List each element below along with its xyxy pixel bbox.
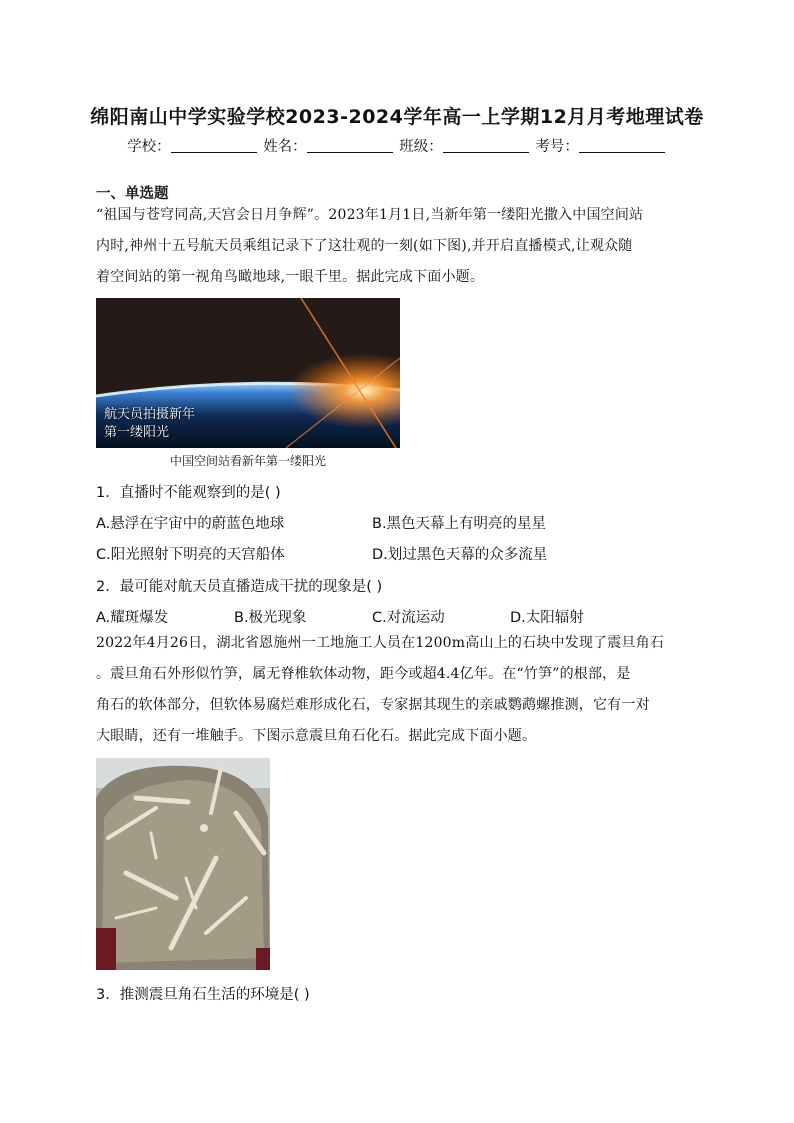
name-label: 姓名： [263, 139, 307, 155]
q1-option-d[interactable]: D.划过黑色天幕的众多流星 [372, 547, 548, 563]
exam-number-field[interactable] [579, 136, 665, 153]
school-label: 学校： [127, 139, 171, 155]
passage-2-line: 。震旦角石外形似竹笋，属无脊椎软体动物，距今或超4.4亿年。在“竹笋”的根部，是 [96, 666, 631, 682]
class-label: 班级： [399, 139, 443, 155]
exam-number-label: 考号： [535, 139, 579, 155]
passage-2 [96, 628, 701, 752]
class-field[interactable] [443, 136, 529, 153]
orthoceras-fossil-image [96, 758, 270, 970]
passage-2-line: 大眼睛，还有一堆触手。下图示意震旦角石化石。据此完成下面小题。 [96, 728, 537, 744]
passage-1 [96, 200, 701, 293]
passage-2-line: 角石的软体部分，但软体易腐烂难形成化石，专家据其现生的亲戚鹦鹉螺推测，它有一对 [96, 697, 650, 713]
photo-caption: 中国空间站看新年第一缕阳光 [169, 454, 326, 468]
q2-option-b[interactable]: B.极光现象 [234, 610, 307, 626]
question-1-stem: 1．直播时不能观察到的是( ) [96, 485, 281, 501]
q2-option-d[interactable]: D.太阳辐射 [510, 610, 584, 626]
passage-1-line: 内时,神州十五号航天员乘组记录下了这壮观的一刻(如下图),并开启直播模式,让观众随 [96, 238, 633, 254]
space-station-photo [96, 298, 400, 448]
school-field[interactable] [171, 136, 257, 153]
q1-option-a[interactable]: A.悬浮在宇宙中的蔚蓝色地球 [96, 516, 285, 532]
fossil-photo [96, 758, 270, 970]
photo-overlay-text [104, 406, 195, 442]
name-field[interactable] [307, 136, 393, 153]
question-3-stem: 3．推测震旦角石生活的环境是( ) [96, 987, 310, 1003]
q2-option-c[interactable]: C.对流运动 [372, 610, 445, 626]
student-info-fields [0, 135, 794, 156]
q2-option-a[interactable]: A.耀斑爆发 [96, 610, 169, 626]
section-heading: 一、单选题 [96, 186, 169, 202]
passage-1-line: “祖国与苍穹同高,天宫会日月争辉”。2023年1月1日,当新年第一缕阳光撒入中国空间站 [96, 207, 644, 223]
q1-option-b[interactable]: B.黑色天幕上有明亮的星星 [372, 516, 547, 532]
page-title: 绵阳南山中学实验学校2023-2024学年高一上学期12月月考地理试卷 [90, 106, 704, 128]
photo-overlay-line: 航天员拍摄新年 [104, 407, 196, 422]
question-2-stem: 2．最可能对航天员直播造成干扰的现象是( ) [96, 579, 383, 595]
passage-2-line: 2022年4月26日，湖北省恩施州一工地施工人员在1200m高山上的石块中发现了震旦角石 [96, 635, 665, 651]
passage-1-line: 着空间站的第一视角鸟瞰地球,一眼千里。据此完成下面小题。 [96, 269, 485, 285]
q1-option-c[interactable]: C.阳光照射下明亮的天宫船体 [96, 547, 285, 563]
photo-overlay-line: 第一缕阳光 [104, 425, 170, 440]
